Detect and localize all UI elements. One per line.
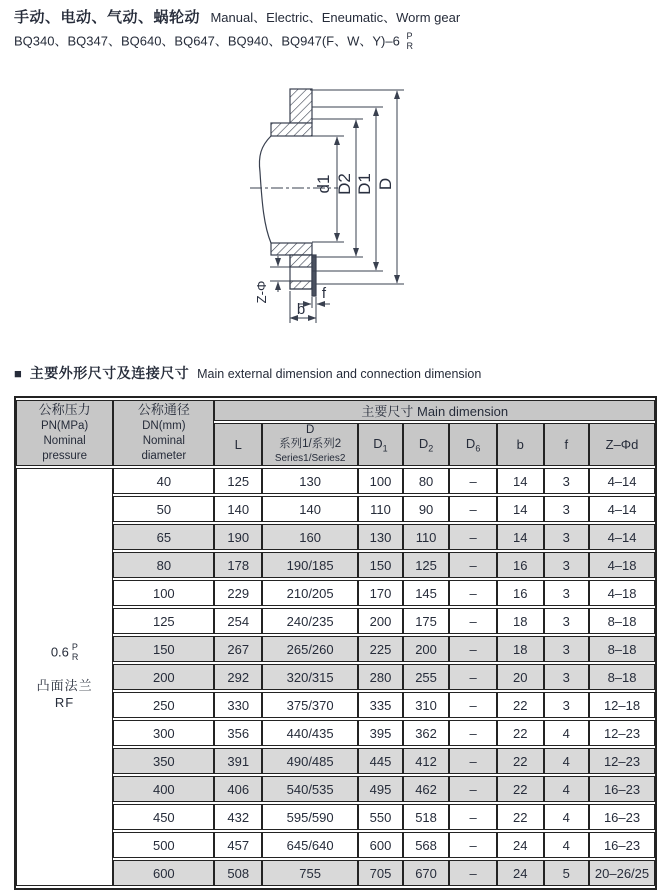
dimension-cell: – [449,804,497,830]
dn-cell: 450 [113,804,214,830]
flange-section-outline [259,89,316,296]
dimension-cell: 4–14 [589,496,655,522]
dimension-cell: 457 [214,832,262,858]
dn-cell: 500 [113,832,214,858]
dimension-cell: – [449,860,497,886]
dimension-cell: 210/205 [262,580,358,606]
raised-face-strip [312,255,316,296]
dimension-cell: 4–18 [589,580,655,606]
dimension-cell: 3 [544,608,590,634]
dn-cell: 250 [113,692,214,718]
dimension-cell: 190 [214,524,262,550]
col-header-L: L [214,423,262,466]
dimension-cell: 16–23 [589,832,655,858]
dim-label-D2: D2 [335,173,354,195]
dimension-cell: 12–23 [589,720,655,746]
dimension-cell: – [449,608,497,634]
flange-dimension-drawing [222,80,462,332]
dimension-cell: 8–18 [589,608,655,634]
dimension-cell: 225 [358,636,403,662]
actuation-title-line [14,6,654,29]
dimension-cell: – [449,496,497,522]
col-header-nominal-diameter: 公称通径 DN(mm) Nominal diameter [113,400,214,466]
dimension-cell: 22 [497,748,544,774]
dn-cell: 300 [113,720,214,746]
dimension-cell: 240/235 [262,608,358,634]
dimension-cell: 130 [358,524,403,550]
dn-cell: 200 [113,664,214,690]
dimension-table [14,396,657,890]
dimension-cell: 508 [214,860,262,886]
dimension-cell: 3 [544,468,590,494]
dimension-cell: 175 [403,608,450,634]
dimension-cell: 14 [497,468,544,494]
dimension-cell: 391 [214,748,262,774]
dimension-cell: 12–23 [589,748,655,774]
col-header-nominal-pressure: 公称压力 PN(MPa) Nominal pressure [16,400,113,466]
dimension-cell: 3 [544,636,590,662]
dimension-cell: – [449,552,497,578]
dimension-cell: 4 [544,776,590,802]
dimension-cell: 100 [358,468,403,494]
dimension-cell: – [449,664,497,690]
dimension-cell: 280 [358,664,403,690]
dimension-cell: 320/315 [262,664,358,690]
dimension-cell: 20 [497,664,544,690]
col-header-D2: $D_2$ [403,423,450,466]
dimension-cell: 335 [358,692,403,718]
table-header [16,400,655,466]
dimension-cell: 310 [403,692,450,718]
dimension-cell: 22 [497,692,544,718]
dimension-cell: – [449,720,497,746]
dn-cell: 65 [113,524,214,550]
dim-label-d1: d1 [314,174,333,194]
col-header-D: D 系列1/系列2 Series1/Series2 [262,423,358,466]
dimension-cell: 160 [262,524,358,550]
dimension-cell: 568 [403,832,450,858]
dimension-cell: 267 [214,636,262,662]
col-header-main-dimension: 主要尺寸 Main dimension [214,400,655,421]
dimension-cell: – [449,636,497,662]
dimension-cell: 16 [497,580,544,606]
dimension-cell: 18 [497,636,544,662]
page-header [14,6,654,52]
dimension-cell: 440/435 [262,720,358,746]
dimension-cell: 8–18 [589,664,655,690]
dimension-cell: 670 [403,860,450,886]
dimension-cell: 755 [262,860,358,886]
dimension-cell: 4 [544,720,590,746]
dimension-cell: 462 [403,776,450,802]
dimension-cell: 8–18 [589,636,655,662]
dimension-cell: 125 [214,468,262,494]
dimension-cell: 3 [544,524,590,550]
dn-cell: 50 [113,496,214,522]
dimension-cell: 595/590 [262,804,358,830]
dimension-cell: 80 [403,468,450,494]
dimension-cell: 4–14 [589,468,655,494]
dimension-cell: 705 [358,860,403,886]
dimension-cell: – [449,748,497,774]
actuation-title-en: Manual、Electric、Eneumatic、Worm gear [210,10,461,25]
dimension-cell: 3 [544,552,590,578]
dimension-cell: 200 [358,608,403,634]
col-header-b: b [497,423,544,466]
dimension-cell: 22 [497,720,544,746]
dimension-cell: 170 [358,580,403,606]
dimension-cell: 3 [544,692,590,718]
col-header-D6: $D_6$ [449,423,497,466]
dimension-cell: 4–14 [589,524,655,550]
dimension-cell: – [449,776,497,802]
dimension-cell: 4–18 [589,552,655,578]
dimension-cell: 110 [403,524,450,550]
dimension-cell: 5 [544,860,590,886]
dimension-cell: 14 [497,496,544,522]
dimension-cell: – [449,468,497,494]
dimension-cell: 550 [358,804,403,830]
dimension-cell: 495 [358,776,403,802]
dimension-cell: 18 [497,608,544,634]
dn-cell: 125 [113,608,214,634]
dimension-cell: 90 [403,496,450,522]
dimension-cell: 3 [544,580,590,606]
dimension-cell: 3 [544,496,590,522]
dimension-cell: 200 [403,636,450,662]
dimension-cell: 540/535 [262,776,358,802]
dimension-cell: – [449,524,497,550]
dimension-cell: 14 [497,524,544,550]
dimension-cell: – [449,580,497,606]
dimension-table-body [16,468,655,886]
dimension-cell: 645/640 [262,832,358,858]
section-title-en: Main external dimension and connection dimension [197,367,482,381]
dim-label-D1: D1 [355,173,374,195]
dimension-cell: 4 [544,804,590,830]
dimension-cell: 265/260 [262,636,358,662]
dimension-cell: 22 [497,804,544,830]
dim-label-f: f [321,285,327,302]
section-title [14,363,481,383]
dimension-table-container [14,396,657,890]
dn-cell: 40 [113,468,214,494]
dimension-cell: 375/370 [262,692,358,718]
square-bullet-icon: ■ [14,366,22,381]
dn-cell: 400 [113,776,214,802]
dimension-cell: 229 [214,580,262,606]
dimension-cell: 150 [358,552,403,578]
table-row [16,468,655,494]
dimension-cell: 145 [403,580,450,606]
dimension-cell: 406 [214,776,262,802]
dimension-cell: 362 [403,720,450,746]
dimension-cell: 16–23 [589,776,655,802]
pressure-class-stack: P R [406,31,413,52]
dimension-cell: 125 [403,552,450,578]
dimension-cell: 445 [358,748,403,774]
dimension-cell: 190/185 [262,552,358,578]
dimension-cell: 16 [497,552,544,578]
dimension-cell: 412 [403,748,450,774]
dimension-cell: 22 [497,776,544,802]
dimension-cell: – [449,832,497,858]
dimension-cell: 16–23 [589,804,655,830]
dimension-cell: 330 [214,692,262,718]
col-header-f: f [544,423,590,466]
dimension-cell: 24 [497,860,544,886]
section-title-zh: 主要外形尺寸及连接尺寸 [29,365,190,381]
dimension-cell: 178 [214,552,262,578]
dimension-cell: 490/485 [262,748,358,774]
dimension-cell: 12–18 [589,692,655,718]
dimension-cell: 600 [358,832,403,858]
dimension-cell: 140 [262,496,358,522]
dimension-cell: 130 [262,468,358,494]
pressure-rating-cell: 0.6 P R 凸面法兰 RF [16,468,113,886]
dimension-cell: 24 [497,832,544,858]
dimension-cell: 254 [214,608,262,634]
model-list: BQ340、BQ347、BQ640、BQ647、BQ940、BQ947(F、W、Y)–6 [14,33,400,49]
dimension-cell: 20–26/25 [589,860,655,886]
dimension-cell: 518 [403,804,450,830]
dim-label-b: b [296,301,306,318]
col-header-z-phi-d: Z–Φd [589,423,655,466]
dn-cell: 600 [113,860,214,886]
dimension-cell: 395 [358,720,403,746]
dim-label-D: D [376,177,395,191]
col-header-D1: $D_1$ [358,423,403,466]
dn-cell: 350 [113,748,214,774]
model-list-line [14,32,654,52]
dimension-cell: 110 [358,496,403,522]
dn-cell: 80 [113,552,214,578]
dimension-cell: 140 [214,496,262,522]
dn-cell: 100 [113,580,214,606]
dimension-cell: 292 [214,664,262,690]
dimension-cell: 4 [544,748,590,774]
dimension-cell: – [449,692,497,718]
dim-label-z-phi: Z-Φ [254,280,269,304]
dimension-cell: 3 [544,664,590,690]
dimension-cell: 4 [544,832,590,858]
dimension-cell: 356 [214,720,262,746]
dimension-cell: 255 [403,664,450,690]
actuation-title-zh: 手动、电动、气动、蜗轮动 [14,9,201,26]
dimension-cell: 432 [214,804,262,830]
dn-cell: 150 [113,636,214,662]
